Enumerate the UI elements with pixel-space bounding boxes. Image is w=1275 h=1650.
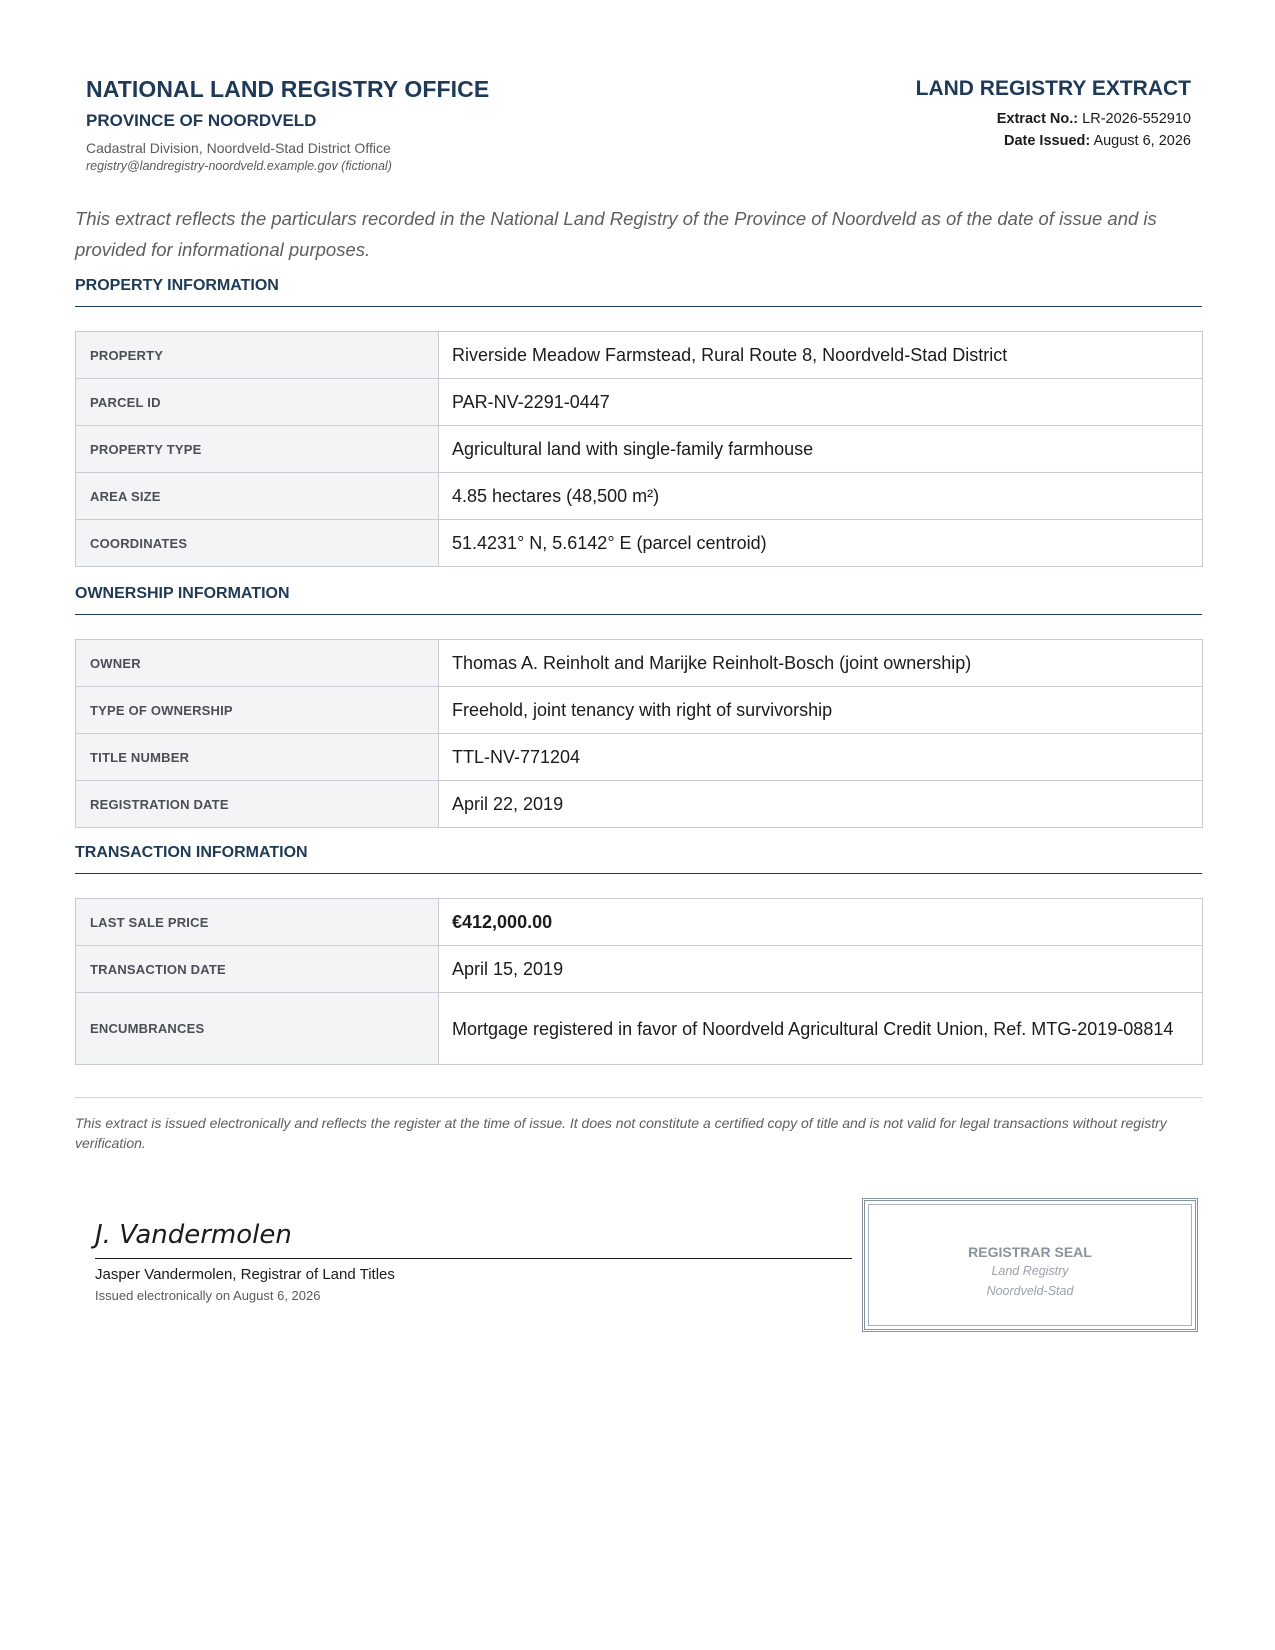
row-label: ENCUMBRANCES [76,993,439,1065]
seal-line-1: Land Registry [991,1264,1069,1278]
section-title-property: PROPERTY INFORMATION [75,275,1202,307]
row-label: TRANSACTION DATE [76,946,439,993]
document-title: LAND REGISTRY EXTRACT [915,77,1191,100]
issued-note: Issued electronically on August 6, 2026 [95,1288,321,1303]
table-row [76,993,1203,1065]
extract-number-value: LR-2026-552910 [1082,111,1191,127]
table-row [76,946,1203,993]
date-issued [916,130,1191,152]
table-row [76,734,1203,781]
row-label: REGISTRATION DATE [76,781,439,828]
row-value: TTL-NV-771204 [439,734,1203,781]
registrar-seal [862,1198,1198,1332]
province-name: PROVINCE OF NOORDVELD [86,111,317,130]
row-label: OWNER [76,640,439,687]
table-row [76,781,1203,828]
row-value: 4.85 hectares (48,500 m²) [439,473,1203,520]
table-row [76,899,1203,946]
seal-line-2: Noordveld-Stad [986,1284,1074,1298]
sale-price-value: €412,000.00 [439,899,1203,946]
date-issued-label: Date Issued: [1003,133,1091,149]
row-value: Freehold, joint tenancy with right of survivorship [439,687,1203,734]
footer-divider [75,1097,1202,1098]
row-value: Mortgage registered in favor of Noordveld Agricultural Credit Union, Ref. MTG-2019-08814 [439,993,1203,1065]
extract-number [916,108,1191,130]
table-row [76,473,1203,520]
table-row [76,640,1203,687]
row-value: April 15, 2019 [439,946,1203,993]
section-title-transaction: TRANSACTION INFORMATION [75,842,1202,874]
ownership-table [75,639,1203,828]
document-header [75,0,1202,185]
row-value: PAR-NV-2291-0447 [439,379,1203,426]
signature-block [95,1218,852,1305]
row-label: LAST SALE PRICE [76,899,439,946]
row-label: PROPERTY [76,332,439,379]
table-row [76,332,1203,379]
row-label: TYPE OF OWNERSHIP [76,687,439,734]
row-value: 51.4231° N, 5.6142° E (parcel centroid) [439,520,1203,567]
row-label: AREA SIZE [76,473,439,520]
signatory-name: Jasper Vandermolen, Registrar of Land Titles [95,1266,395,1283]
seal-title: REGISTRAR SEAL [968,1244,1092,1260]
table-row [76,520,1203,567]
property-table [75,331,1203,567]
row-value: Riverside Meadow Farmstead, Rural Route 8, Noordveld-Stad District [439,332,1203,379]
office-name: NATIONAL LAND REGISTRY OFFICE [86,76,490,102]
seal-inner-border [868,1204,1192,1326]
row-label: TITLE NUMBER [76,734,439,781]
row-label: COORDINATES [76,520,439,567]
transaction-table [75,898,1203,1065]
contact-email: registry@landregistry-noordveld.example.gov (fictional) [86,159,392,173]
row-value: Thomas A. Reinholt and Marijke Reinholt-Bosch (joint ownership) [439,640,1203,687]
row-value: Agricultural land with single-family farmhouse [439,426,1203,473]
row-value: April 22, 2019 [439,781,1203,828]
signature-line [95,1258,852,1259]
division-name: Cadastral Division, Noordveld-Stad District Office [86,140,391,156]
document-id-block [916,75,1191,152]
table-row [76,687,1203,734]
intro-text: This extract reflects the particulars recorded in the National Land Registry of the Province of Noordveld as of the date of issue and is provided for informational purposes. [75,208,1157,260]
handwritten-signature: J. Vandermolen [95,1220,292,1250]
date-issued-value: August 6, 2026 [1093,133,1191,149]
row-label: PROPERTY TYPE [76,426,439,473]
table-row [76,379,1203,426]
issuer-block [86,74,489,174]
disclaimer-text: This extract is issued electronically and reflects the register at the time of issue. It does not constitute a certified copy of title and is not valid for legal transactions without registry verification. [75,1115,1167,1151]
section-title-ownership: OWNERSHIP INFORMATION [75,583,1202,615]
table-row [76,426,1203,473]
row-label: PARCEL ID [76,379,439,426]
extract-number-label: Extract No.: [996,111,1079,127]
document-page [75,0,1202,1303]
